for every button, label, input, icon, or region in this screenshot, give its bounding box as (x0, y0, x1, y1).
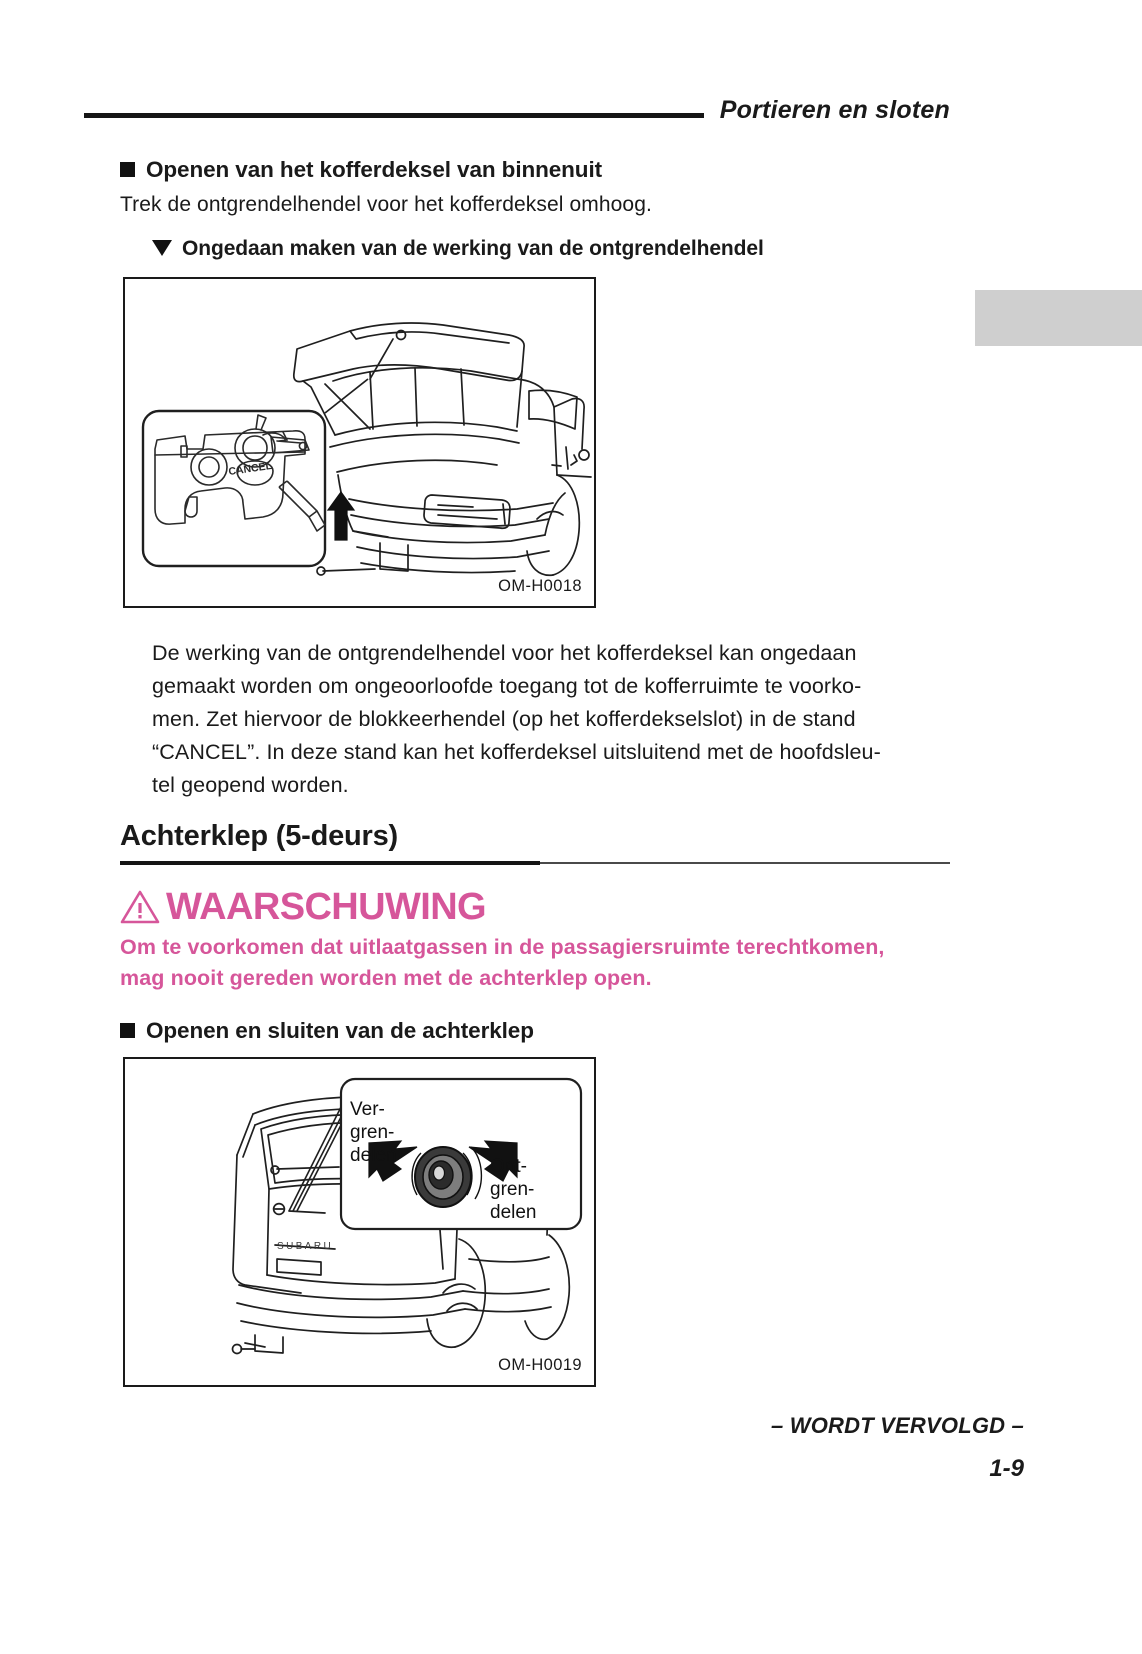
subheading-cancel-release-lever-label: Ongedaan maken van de werking van de ontgrendelhendel (182, 237, 764, 260)
square-bullet-icon (120, 1023, 135, 1038)
subheading-cancel-release-lever (152, 237, 764, 261)
callout-lock-line: Ver- (350, 1099, 385, 1120)
paragraph-line: De werking van de ontgrendelhendel voor het kofferdeksel kan ongedaan (152, 641, 857, 665)
cancel-lever-label: CANCEL (227, 459, 273, 478)
subaru-badge-label: SUBARU (277, 1241, 334, 1252)
figure-2-caption: OM-H0019 (498, 1356, 582, 1374)
figure-trunk-cancel-lever (123, 277, 596, 608)
warning-body-line: mag nooit gereden worden met de achterklep open. (120, 966, 652, 990)
page-number: 1-9 (989, 1455, 1024, 1482)
callout-unlock-line: gren- (490, 1179, 535, 1200)
heading-open-trunk-from-inside-label: Openen van het kofferdeksel van binnenuit (146, 157, 602, 182)
section-rule-thin (540, 862, 950, 864)
heading-open-trunk-from-inside (120, 157, 602, 183)
triangle-bullet-icon (152, 240, 172, 256)
paragraph-line: “CANCEL”. In deze stand kan het kofferdeksel uitsluitend met de hoofdsleu- (152, 740, 881, 764)
paragraph-line: tel geopend worden. (152, 773, 349, 797)
heading-open-close-tailgate (120, 1018, 534, 1044)
page-edge-tab (975, 290, 1142, 346)
heading-open-close-tailgate-label: Openen en sluiten van de achterklep (146, 1018, 534, 1043)
callout-lock-line: gren- (350, 1122, 395, 1143)
callout-label-unlock (490, 1155, 537, 1224)
lead-text-pull-release-lever: Trek de ontgrendelhendel voor het kofferdeksel omhoog. (120, 193, 652, 216)
paragraph-line: gemaakt worden om ongeoorloofde toegang tot de kofferruimte te voorko- (152, 674, 862, 698)
figure-1-caption: OM-H0018 (498, 577, 582, 595)
square-bullet-icon (120, 162, 135, 177)
callout-lock-line: delen (350, 1145, 397, 1166)
paragraph-line: men. Zet hiervoor de blokkeerhendel (op het kofferdekselslot) in de stand (152, 707, 856, 731)
callout-unlock-line: delen (490, 1202, 537, 1223)
callout-unlock-line: Ont- (490, 1156, 527, 1177)
warning-label: WAARSCHUWING (166, 886, 486, 928)
header-rule (84, 113, 704, 118)
figure-trunk-cancel-lever-drawing (125, 279, 594, 606)
header-title: Portieren en sloten (719, 96, 950, 124)
figure-tailgate-lock (123, 1057, 596, 1387)
page-header (84, 96, 950, 136)
continued-note: – WORDT VERVOLGD – (771, 1413, 1024, 1438)
warning-body (120, 932, 885, 994)
warning-body-line: Om te voorkomen dat uitlaatgassen in de passagiersruimte terechtkomen, (120, 935, 885, 959)
warning-title (120, 888, 486, 926)
section-title-tailgate: Achterklep (5-deurs) (120, 820, 399, 852)
paragraph-cancel-explanation (152, 637, 950, 802)
warning-triangle-icon (120, 889, 160, 925)
callout-label-lock (350, 1098, 397, 1167)
section-rule-thick (120, 861, 540, 865)
